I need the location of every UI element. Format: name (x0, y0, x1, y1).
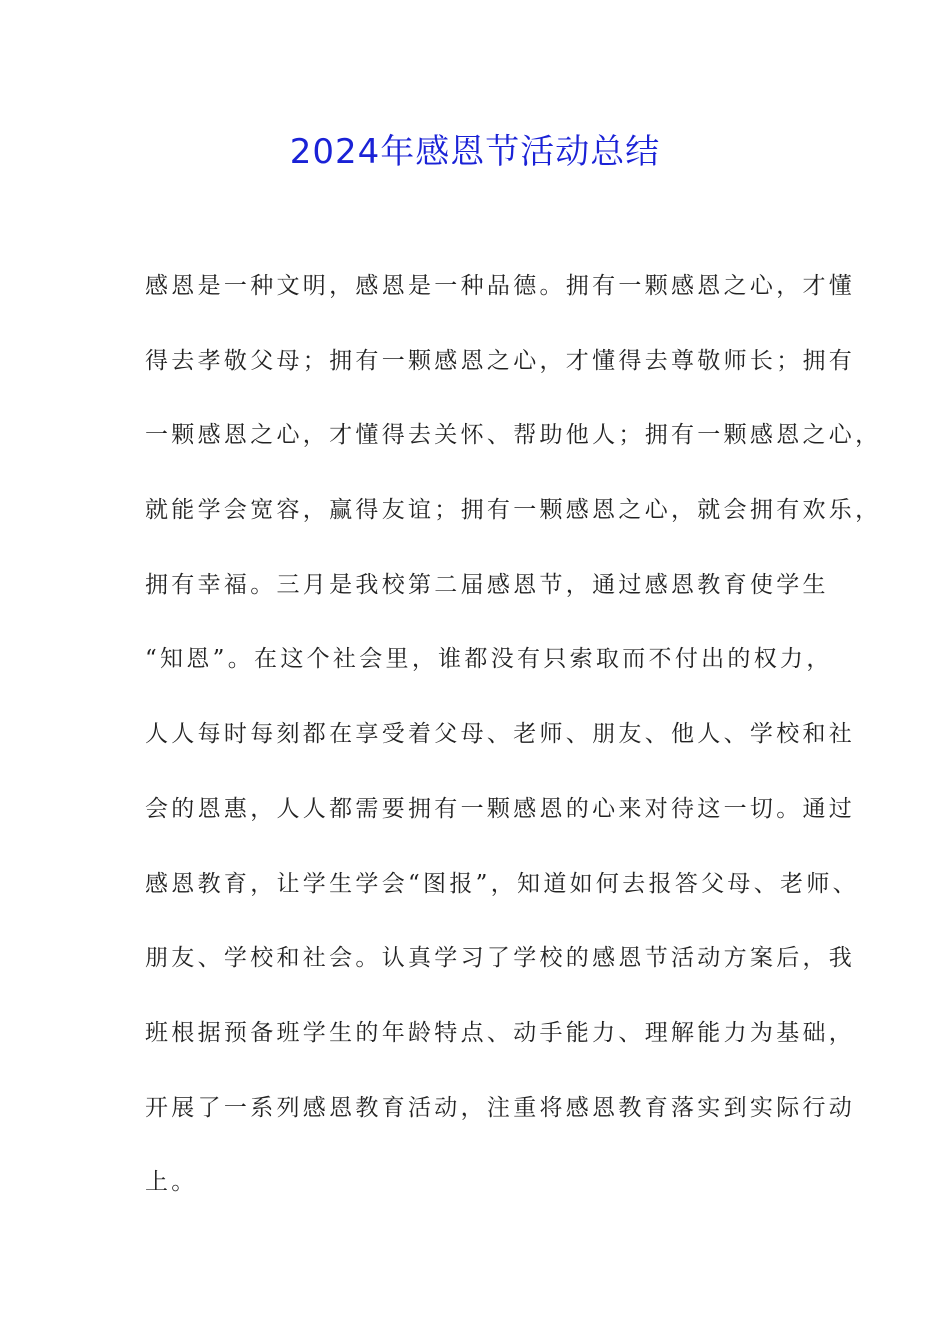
paragraph-line: 感恩是一种文明，感恩是一种品德。拥有一颗感恩之心，才懂 (145, 273, 856, 299)
paragraph-line: 开展了一系列感恩教育活动，注重将感恩教育落实到实际行动 (145, 1094, 856, 1121)
paragraph-line: 会的恩惠，人人都需要拥有一颗感恩的心来对待这一切。通过 (145, 795, 856, 822)
body-paragraph (145, 258, 882, 1229)
paragraph-line: 人人每时每刻都在享受着父母、老师、朋友、他人、学校和社 (145, 721, 856, 748)
paragraph-line: 拥有幸福。三月是我校第二届感恩节，通过感恩教育使学生 (145, 571, 829, 598)
paragraph-line: 就能学会宽容，赢得友谊；拥有一颗感恩之心，就会拥有欢乐， (145, 497, 882, 524)
paragraph-line: 朋友、学校和社会。认真学习了学校的感恩节活动方案后，我 (145, 945, 856, 972)
paragraph-line: 得去孝敬父母；拥有一颗感恩之心，才懂得去尊敬师长；拥有 (145, 347, 856, 374)
paragraph-line: “知恩”。在这个社会里，谁都没有只索取而不付出的权力， (145, 646, 833, 673)
paragraph-line: 上。 (145, 1169, 198, 1196)
paragraph-line: 班根据预备班学生的年龄特点、动手能力、理解能力为基础， (145, 1019, 856, 1046)
paragraph-line: 一颗感恩之心，才懂得去关怀、帮助他人；拥有一颗感恩之心， (145, 422, 882, 449)
document-title: 2024年感恩节活动总结 (289, 132, 661, 172)
paragraph-line: 感恩教育，让学生学会“图报”，知道如何去报答父母、老师、 (145, 870, 859, 897)
